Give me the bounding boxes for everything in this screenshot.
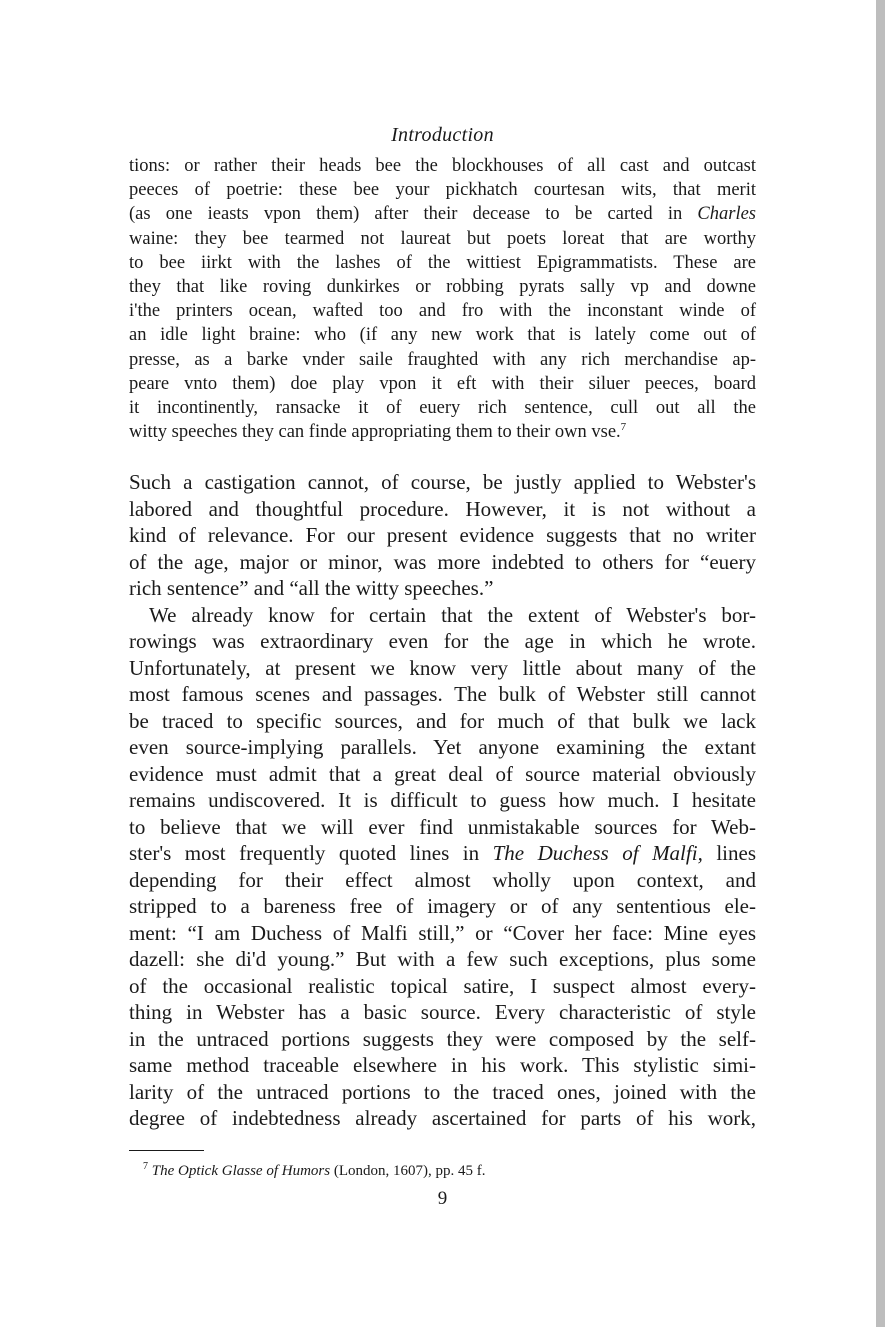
body-line: Unfortunately, at present we know very little about many of the <box>129 655 756 680</box>
page-number: 9 <box>437 1187 448 1209</box>
body-line-text: lines <box>702 841 756 866</box>
body-line: degree of indebtedness already ascertained for parts of his work, <box>129 1106 756 1131</box>
block-quote <box>129 154 756 444</box>
quote-line: presse, as a barke vnder saile fraughted with any rich merchandise ap- <box>129 349 756 370</box>
body-line: be traced to specific sources, and for much of that bulk we lack <box>129 708 756 733</box>
quote-line: they that like roving dunkirkes or robbing pyrats sally vp and downe <box>129 277 756 298</box>
quote-line: i'the printers ocean, wafted too and fro with the inconstant winde of <box>129 301 756 322</box>
quote-line-text: (as one ieasts vpon them) after their decease to be carted in <box>129 204 698 225</box>
footnote-reference: 7 <box>620 421 627 434</box>
book-page <box>129 122 756 1211</box>
body-line: same method traceable elsewhere in his work. This stylistic simi- <box>129 1053 756 1078</box>
body-line: dazell: she di'd young.” But with a few such exceptions, plus some <box>129 947 756 972</box>
body-line: to believe that we will ever find unmistakable sources for Web- <box>129 814 756 839</box>
body-line: We already know for certain that the extent of Webster's bor- <box>149 602 756 627</box>
body-line: rowings was extraordinary even for the age in which he wrote. <box>129 629 756 654</box>
body-line: thing in Webster has a basic source. Every characteristic of style <box>129 1000 756 1025</box>
quote-line <box>129 202 756 226</box>
body-paragraph-1 <box>129 469 756 602</box>
body-line: depending for their effect almost wholly upon context, and <box>129 867 756 892</box>
quote-line: it incontinently, ransacke it of euery rich sentence, cull out all the <box>129 398 756 419</box>
footnote-citation: (London, 1607), pp. 45 f. <box>330 1162 486 1179</box>
quote-line: peeces of poetrie: these bee your pickhatch courtesan wits, that merit <box>129 180 756 201</box>
quote-line <box>129 420 756 444</box>
body-line: most famous scenes and passages. The bulk of Webster still cannot <box>129 682 756 707</box>
body-line: remains undiscovered. It is difficult to guess how much. I hesitate <box>129 788 756 813</box>
body-line: Such a castigation cannot, of course, be justly applied to Webster's <box>129 470 756 495</box>
body-line: ment: “I am Duchess of Malfi still,” or “Cover her face: Mine eyes <box>129 920 756 945</box>
italic-title: The Duchess of Malfi, <box>492 841 703 866</box>
body-line <box>129 840 756 867</box>
body-line: kind of relevance. For our present evidence suggests that no writer <box>129 523 756 548</box>
running-head: Introduction <box>391 124 494 146</box>
quote-line: tions: or rather their heads bee the blockhouses of all cast and outcast <box>129 156 756 176</box>
body-line: larity of the untraced portions to the traced ones, joined with the <box>129 1079 756 1104</box>
quote-line: peare vnto them) doe play vpon it eft with their siluer peeces, board <box>129 373 756 394</box>
quote-line: to bee iirkt with the lashes of the wittiest Epigrammatists. These are <box>129 252 756 273</box>
quote-line-text: witty speeches they can finde appropriating them to their own vse. <box>129 422 621 443</box>
body-line-text: ster's most frequently quoted lines in <box>129 841 493 866</box>
body-line: of the occasional realistic topical satire, I suspect almost every- <box>129 973 756 998</box>
footnote-title: The Optick Glasse of Humors <box>151 1162 331 1179</box>
quote-line: waine: they bee tearmed not laureat but poets loreat that are worthy <box>129 228 756 249</box>
body-line: evidence must admit that a great deal of source material obviously <box>129 761 756 786</box>
body-line: of the age, major or minor, was more indebted to others for “euery <box>129 549 756 574</box>
body-paragraph-2 <box>129 602 756 1132</box>
page-edge-shadow <box>876 0 885 1327</box>
footnote-divider <box>129 1150 204 1151</box>
footnote-marker: 7 <box>143 1160 148 1172</box>
footnote <box>129 1161 756 1181</box>
body-line: even source-implying parallels. Yet anyone examining the extant <box>129 735 756 760</box>
body-line: stripped to a bareness free of imagery or of any sententious ele- <box>129 894 756 919</box>
italic-name: Charles <box>697 204 756 225</box>
body-line: rich sentence” and “all the witty speeches.” <box>129 576 494 601</box>
quote-line: an idle light braine: who (if any new work that is lately come out of <box>129 325 756 346</box>
body-line: in the untraced portions suggests they were composed by the self- <box>129 1026 756 1051</box>
body-line: labored and thoughtful procedure. However, it is not without a <box>129 496 756 521</box>
